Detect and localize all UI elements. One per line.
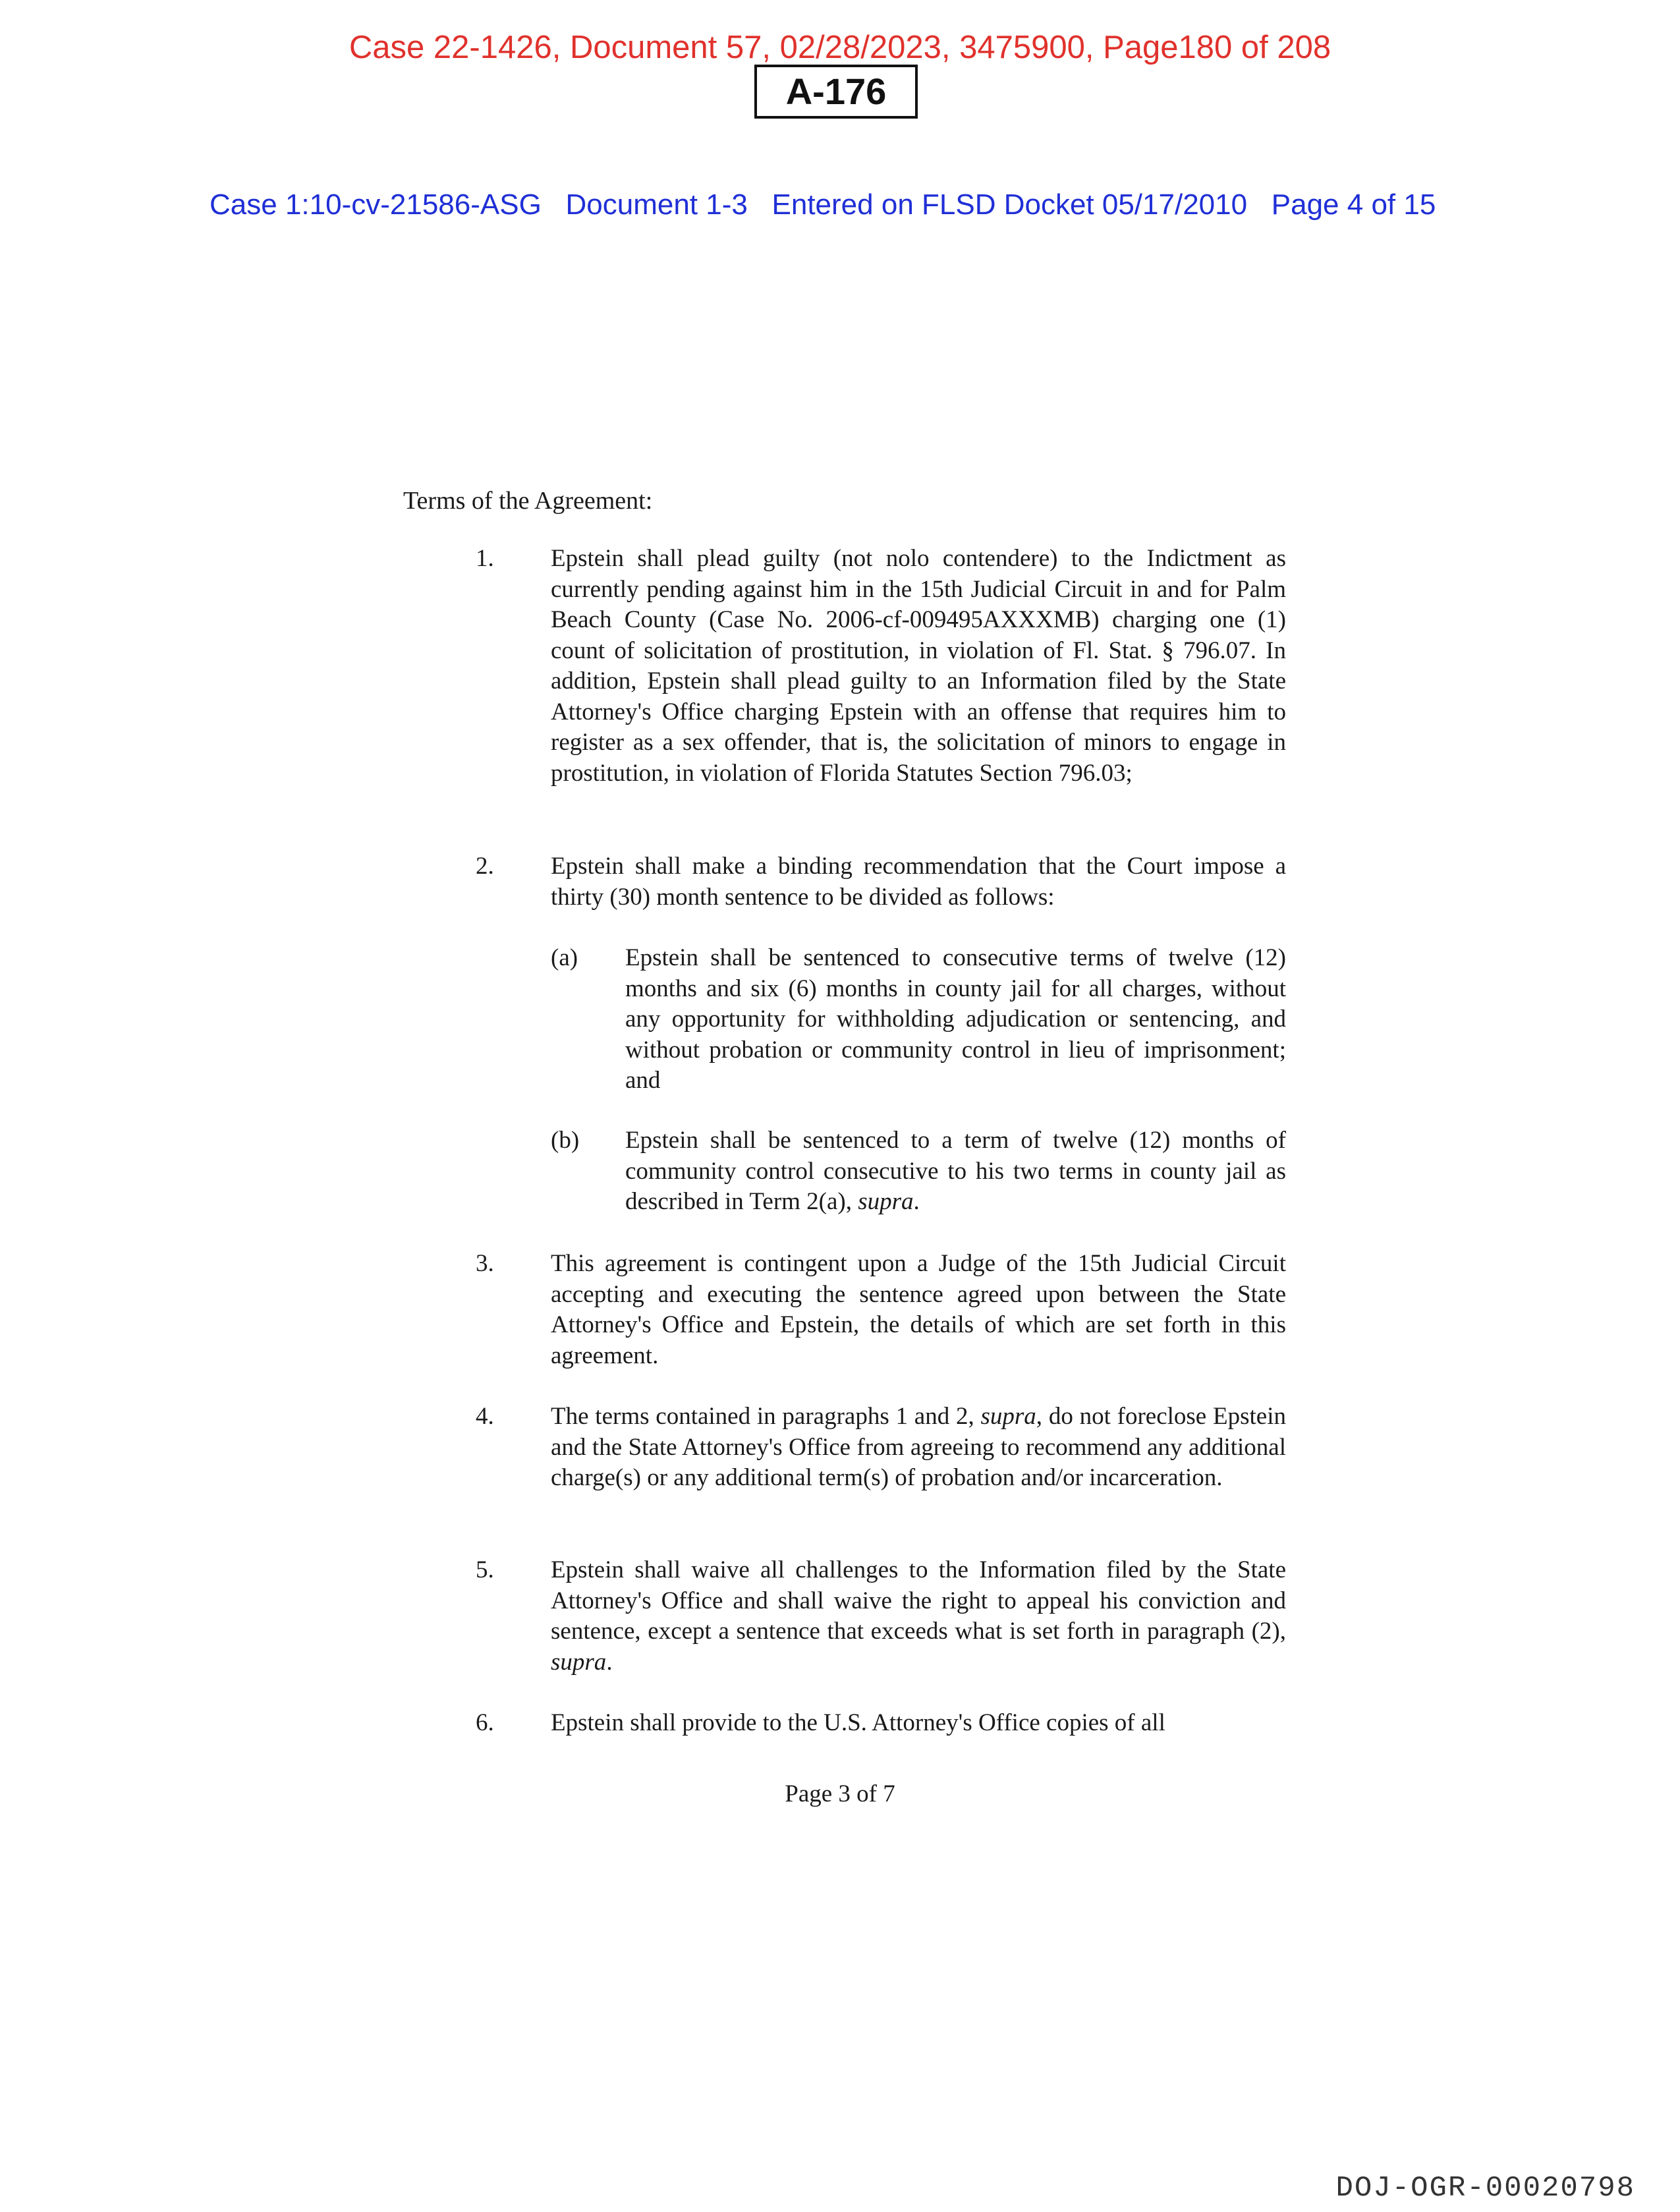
paragraph-number: 1. [476,545,494,572]
paragraph-3 [476,1249,1286,1371]
exhibit-number: A-176 [754,65,918,119]
paragraph-number: 5. [476,1556,494,1583]
paragraph-4 [476,1402,1286,1494]
subparagraph-text: Epstein shall be sentenced to consecutive terms of twelve (12) months and six (6) months in county jail for all charges, without any opportunity for withholding adjudication or sentencing, and without probation or community control in lieu of imprisonment; and [625,944,1286,1094]
paragraph-number: 6. [476,1709,494,1736]
terms-heading: Terms of the Agreement: [403,487,653,515]
paragraph-number: 4. [476,1403,494,1430]
subparagraph-a [551,943,1286,1096]
bates-number: DOJ-OGR-00020798 [1335,2172,1635,2205]
paragraph-text: This agreement is contingent upon a Judge of the 15th Judicial Circuit accepting and executing the sentence agreed upon between the State Attorney's Office and Epstein, the details of which are set forth in this agreement. [551,1250,1286,1369]
supra-italic: supra [858,1188,914,1215]
paragraph-text: Epstein shall waive all challenges to the Information filed by the State Attorney's Office and shall waive the right to appeal his conviction and sentence, except a sentence that exceeds what is set forth in paragraph (2), supra. [551,1556,1286,1676]
paragraph-number: 3. [476,1250,494,1277]
supra-italic: supra [551,1648,607,1676]
paragraph-text: The terms contained in paragraphs 1 and 2, supra, do not foreclose Epstein and the State Attorney's Office from agreeing to recommend any additional charge(s) or any additional term(s) of probation and/or incarceration. [551,1403,1286,1491]
subparagraph-b [551,1125,1286,1218]
paragraph-6 [476,1708,1286,1739]
paragraph-text: Epstein shall provide to the U.S. Attorney's Office copies of all [551,1709,1165,1736]
case-header: Case 22-1426, Document 57, 02/28/2023, 3475900, Page180 of 208 [349,30,1331,65]
supra-italic: supra [980,1403,1036,1430]
paragraph-text: Epstein shall plead guilty (not nolo contendere) to the Indictment as currently pending against him in the 15th Judicial Circuit in and for Palm Beach County (Case No. 2006-cf-009495AXXXMB) charging one (1) count of solicitation of prostitution, in violation of Fl. Stat. § 796.07. In addition, Epstein shall plead guilty to an Information filed by the State Attorney's Office charging Epstein with an offense that requires him to register as a sex offender, that is, the solicitation of minors to engage in prostitution, in violation of Florida Statutes Section 796.03; [551,545,1286,787]
paragraph-5 [476,1555,1286,1678]
docket-header: Case 1:10-cv-21586-ASG Document 1-3 Entered on FLSD Docket 05/17/2010 Page 4 of 15 [210,188,1436,221]
paragraph-2 [476,851,1286,913]
paragraph-text: Epstein shall make a binding recommendation that the Court impose a thirty (30) month sentence to be divided as follows: [551,853,1286,911]
page-number: Page 3 of 7 [785,1780,895,1807]
subparagraph-text: Epstein shall be sentenced to a term of twelve (12) months of community control consecutive to his two terms in county jail as described in Term 2(a), supra. [625,1127,1286,1215]
subparagraph-letter: (b) [551,1127,580,1154]
paragraph-number: 2. [476,853,494,880]
paragraph-1 [476,544,1286,789]
subparagraph-letter: (a) [551,944,578,971]
